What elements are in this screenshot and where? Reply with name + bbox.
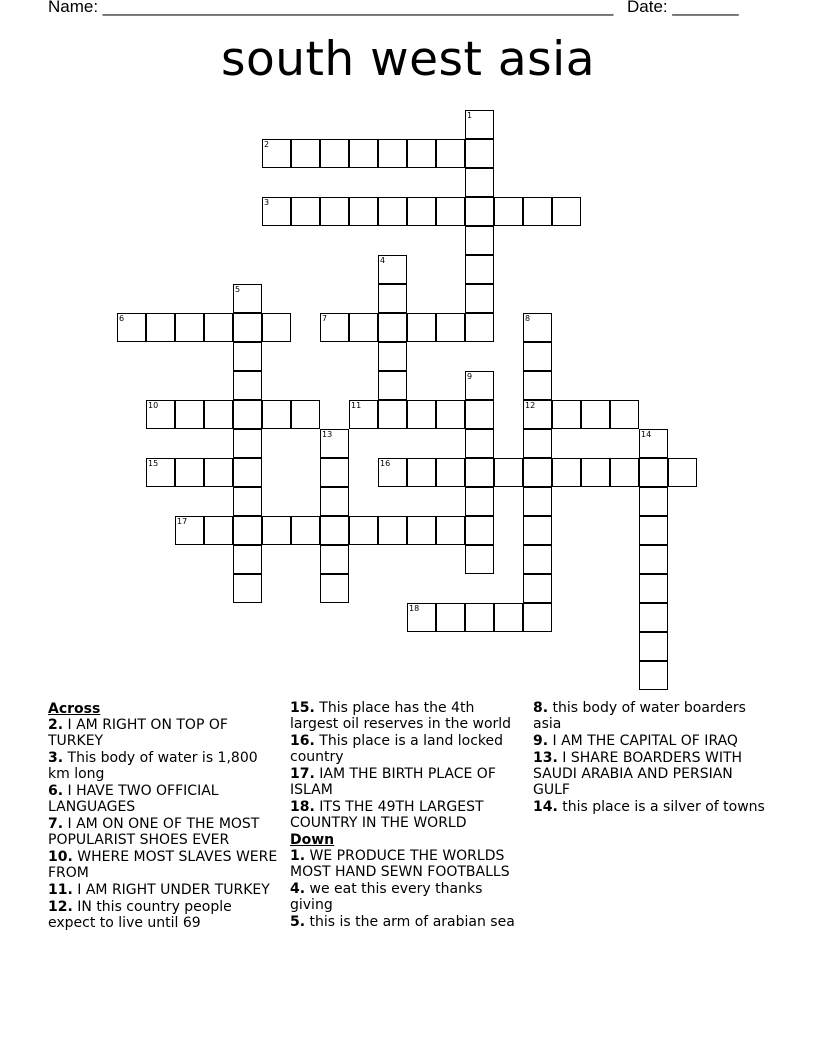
grid-cell[interactable] [233, 458, 262, 487]
grid-cell[interactable] [146, 400, 175, 429]
grid-cell[interactable] [378, 255, 407, 284]
grid-cell[interactable] [639, 603, 668, 632]
clue-number: 12 [525, 401, 536, 410]
grid-cell[interactable] [465, 429, 494, 458]
grid-cell[interactable] [465, 400, 494, 429]
grid-cell[interactable] [233, 313, 262, 342]
grid-cell[interactable] [175, 458, 204, 487]
grid-cell[interactable] [378, 313, 407, 342]
clue-column-1 [48, 700, 280, 932]
puzzle-title: south west asia [220, 32, 596, 87]
grid-cell[interactable] [465, 197, 494, 226]
grid-cell[interactable] [349, 516, 378, 545]
grid-cell[interactable] [291, 139, 320, 168]
grid-cell[interactable] [175, 400, 204, 429]
grid-cell[interactable] [465, 545, 494, 574]
clue-item-number: 16. [290, 733, 315, 749]
grid-cell[interactable] [639, 487, 668, 516]
grid-cell[interactable] [523, 458, 552, 487]
grid-cell[interactable] [291, 197, 320, 226]
clue-number: 6 [119, 314, 125, 323]
clue-number: 2 [264, 140, 270, 149]
clue-number: 15 [148, 459, 159, 468]
date-field-label[interactable]: Date: _______ [627, 0, 739, 16]
grid-cell[interactable] [639, 661, 668, 690]
grid-cell[interactable] [233, 487, 262, 516]
grid-cell[interactable] [378, 139, 407, 168]
grid-cell[interactable] [494, 603, 523, 632]
clue-item-number: 5. [290, 914, 306, 930]
clue-item-number: 4. [290, 881, 306, 897]
clue-item: 6. I HAVE TWO OFFICIAL LANGUAGES [48, 783, 219, 815]
grid-cell[interactable] [233, 429, 262, 458]
grid-cell[interactable] [465, 284, 494, 313]
grid-cell[interactable] [262, 197, 291, 226]
grid-cell[interactable] [233, 545, 262, 574]
grid-cell[interactable] [378, 284, 407, 313]
grid-cell[interactable] [146, 313, 175, 342]
grid-cell[interactable] [610, 400, 639, 429]
clue-number: 5 [235, 285, 241, 294]
clue-number: 18 [409, 604, 420, 613]
grid-cell[interactable] [523, 313, 552, 342]
grid-cell[interactable] [204, 458, 233, 487]
grid-cell[interactable] [233, 574, 262, 603]
grid-cell[interactable] [523, 574, 552, 603]
grid-cell[interactable] [552, 400, 581, 429]
clue-item: 5. this is the arm of arabian sea [290, 914, 515, 930]
grid-cell[interactable] [465, 603, 494, 632]
grid-cell[interactable] [523, 197, 552, 226]
grid-cell[interactable] [320, 458, 349, 487]
clue-number: 13 [322, 430, 333, 439]
grid-cell[interactable] [639, 545, 668, 574]
clue-number: 1 [467, 111, 473, 120]
grid-cell[interactable] [407, 313, 436, 342]
grid-cell[interactable] [262, 313, 291, 342]
clue-number: 4 [380, 256, 386, 265]
clue-item-number: 15. [290, 700, 315, 716]
clue-item: 15. This place has the 4th largest oil reserves in the world [290, 700, 512, 732]
clue-item-number: 2. [48, 717, 64, 733]
clue-number: 16 [380, 459, 391, 468]
grid-cell[interactable] [204, 313, 233, 342]
grid-cell[interactable] [523, 545, 552, 574]
down-clue-list [290, 848, 525, 930]
clue-item-number: 1. [290, 848, 306, 864]
clue-item: 18. ITS THE 49TH LARGEST COUNTRY IN THE WORLD [290, 799, 484, 831]
grid-cell[interactable] [552, 197, 581, 226]
grid-cell[interactable] [320, 139, 349, 168]
clue-item: 4. we eat this every thanks giving [290, 881, 483, 913]
grid-cell[interactable] [523, 371, 552, 400]
grid-cell[interactable] [523, 342, 552, 371]
grid-cell[interactable] [436, 197, 465, 226]
grid-cell[interactable] [349, 139, 378, 168]
grid-cell[interactable] [639, 458, 668, 487]
grid-cell[interactable] [436, 458, 465, 487]
grid-cell[interactable] [465, 139, 494, 168]
grid-cell[interactable] [378, 342, 407, 371]
grid-cell[interactable] [320, 516, 349, 545]
grid-cell[interactable] [668, 458, 697, 487]
grid-cell[interactable] [349, 400, 378, 429]
clue-item-number: 18. [290, 799, 315, 815]
grid-cell[interactable] [523, 429, 552, 458]
grid-cell[interactable] [465, 255, 494, 284]
clue-item: 13. I SHARE BOARDERS WITH SAUDI ARABIA AND PERSIAN GULF [533, 750, 743, 798]
grid-cell[interactable] [378, 458, 407, 487]
grid-cell[interactable] [320, 197, 349, 226]
grid-cell[interactable] [407, 197, 436, 226]
grid-cell[interactable] [233, 371, 262, 400]
grid-cell[interactable] [349, 313, 378, 342]
grid-cell[interactable] [146, 458, 175, 487]
grid-cell[interactable] [204, 516, 233, 545]
clue-item: 2. I AM RIGHT ON TOP OF TURKEY [48, 717, 228, 749]
clue-number: 7 [322, 314, 328, 323]
clue-item: 3. This body of water is 1,800 km long [48, 750, 258, 782]
grid-cell[interactable] [320, 313, 349, 342]
grid-cell[interactable] [117, 313, 146, 342]
clue-item: 11. I AM RIGHT UNDER TURKEY [48, 882, 270, 898]
grid-cell[interactable] [378, 371, 407, 400]
grid-cell[interactable] [523, 400, 552, 429]
clue-number: 3 [264, 198, 270, 207]
grid-cell[interactable] [465, 487, 494, 516]
grid-cell[interactable] [465, 313, 494, 342]
grid-cell[interactable] [349, 197, 378, 226]
clue-item: 12. IN this country people expect to live until 69 [48, 899, 232, 931]
clue-column-3 [533, 700, 773, 816]
grid-cell[interactable] [610, 458, 639, 487]
grid-cell[interactable] [378, 516, 407, 545]
grid-cell[interactable] [639, 632, 668, 661]
grid-cell[interactable] [407, 139, 436, 168]
clue-item-number: 17. [290, 766, 315, 782]
across-clue-list [48, 717, 280, 931]
grid-cell[interactable] [233, 342, 262, 371]
grid-cell[interactable] [552, 458, 581, 487]
grid-cell[interactable] [175, 516, 204, 545]
grid-cell[interactable] [523, 603, 552, 632]
grid-cell[interactable] [581, 458, 610, 487]
grid-cell[interactable] [465, 371, 494, 400]
grid-cell[interactable] [494, 458, 523, 487]
clue-item-number: 6. [48, 783, 64, 799]
grid-cell[interactable] [639, 574, 668, 603]
grid-cell[interactable] [639, 429, 668, 458]
grid-cell[interactable] [436, 516, 465, 545]
clue-item: 16. This place is a land locked country [290, 733, 504, 765]
grid-cell[interactable] [523, 516, 552, 545]
grid-cell[interactable] [436, 139, 465, 168]
across-clue-list-continued [290, 700, 525, 831]
grid-cell[interactable] [320, 545, 349, 574]
grid-cell[interactable] [465, 516, 494, 545]
clue-item-number: 10. [48, 849, 73, 865]
grid-cell[interactable] [233, 516, 262, 545]
grid-cell[interactable] [407, 400, 436, 429]
clue-item: 10. WHERE MOST SLAVES WERE FROM [48, 849, 278, 881]
grid-cell[interactable] [175, 313, 204, 342]
clue-item-number: 13. [533, 750, 558, 766]
grid-cell[interactable] [407, 516, 436, 545]
grid-cell[interactable] [465, 226, 494, 255]
clue-item: 17. IAM THE BIRTH PLACE OF ISLAM [290, 766, 496, 798]
grid-cell[interactable] [291, 400, 320, 429]
grid-cell[interactable] [581, 400, 610, 429]
clue-item: 8. this body of water boarders asia [533, 700, 746, 732]
grid-cell[interactable] [233, 400, 262, 429]
grid-cell[interactable] [436, 603, 465, 632]
clue-item: 1. WE PRODUCE THE WORLDS MOST HAND SEWN FOOTBALLS [290, 848, 510, 880]
grid-cell[interactable] [233, 284, 262, 313]
grid-cell[interactable] [320, 574, 349, 603]
clue-number: 14 [641, 430, 652, 439]
down-clue-list-continued [533, 700, 773, 815]
name-field-label[interactable]: Name: ______________________________________________________ [48, 0, 614, 16]
down-heading: Down [290, 832, 335, 848]
clue-item: 9. I AM THE CAPITAL OF IRAQ [533, 733, 738, 749]
clue-item-number: 9. [533, 733, 549, 749]
clue-number: 17 [177, 517, 188, 526]
grid-cell[interactable] [204, 400, 233, 429]
clue-number: 10 [148, 401, 159, 410]
clue-item: 7. I AM ON ONE OF THE MOST POPULARIST SHOES EVER [48, 816, 260, 848]
grid-cell[interactable] [407, 458, 436, 487]
clue-item-number: 11. [48, 882, 73, 898]
clue-column-2 [290, 700, 525, 931]
clue-item-number: 8. [533, 700, 549, 716]
grid-cell[interactable] [320, 429, 349, 458]
grid-cell[interactable] [378, 400, 407, 429]
grid-cell[interactable] [436, 400, 465, 429]
clue-number: 9 [467, 372, 473, 381]
grid-cell[interactable] [465, 110, 494, 139]
grid-cell[interactable] [262, 516, 291, 545]
grid-cell[interactable] [436, 313, 465, 342]
clue-number: 11 [351, 401, 362, 410]
clue-item: 14. this place is a silver of towns [533, 799, 765, 815]
grid-cell[interactable] [320, 487, 349, 516]
grid-cell[interactable] [262, 139, 291, 168]
clue-number: 8 [525, 314, 531, 323]
grid-cell[interactable] [639, 516, 668, 545]
clue-item-number: 14. [533, 799, 558, 815]
clue-item-number: 7. [48, 816, 64, 832]
grid-cell[interactable] [465, 168, 494, 197]
grid-cell[interactable] [465, 458, 494, 487]
grid-cell[interactable] [262, 400, 291, 429]
grid-cell[interactable] [291, 516, 320, 545]
clue-item-number: 12. [48, 899, 73, 915]
grid-cell[interactable] [378, 197, 407, 226]
grid-cell[interactable] [407, 603, 436, 632]
grid-cell[interactable] [523, 487, 552, 516]
clue-item-number: 3. [48, 750, 64, 766]
across-heading: Across [48, 701, 101, 717]
grid-cell[interactable] [494, 197, 523, 226]
